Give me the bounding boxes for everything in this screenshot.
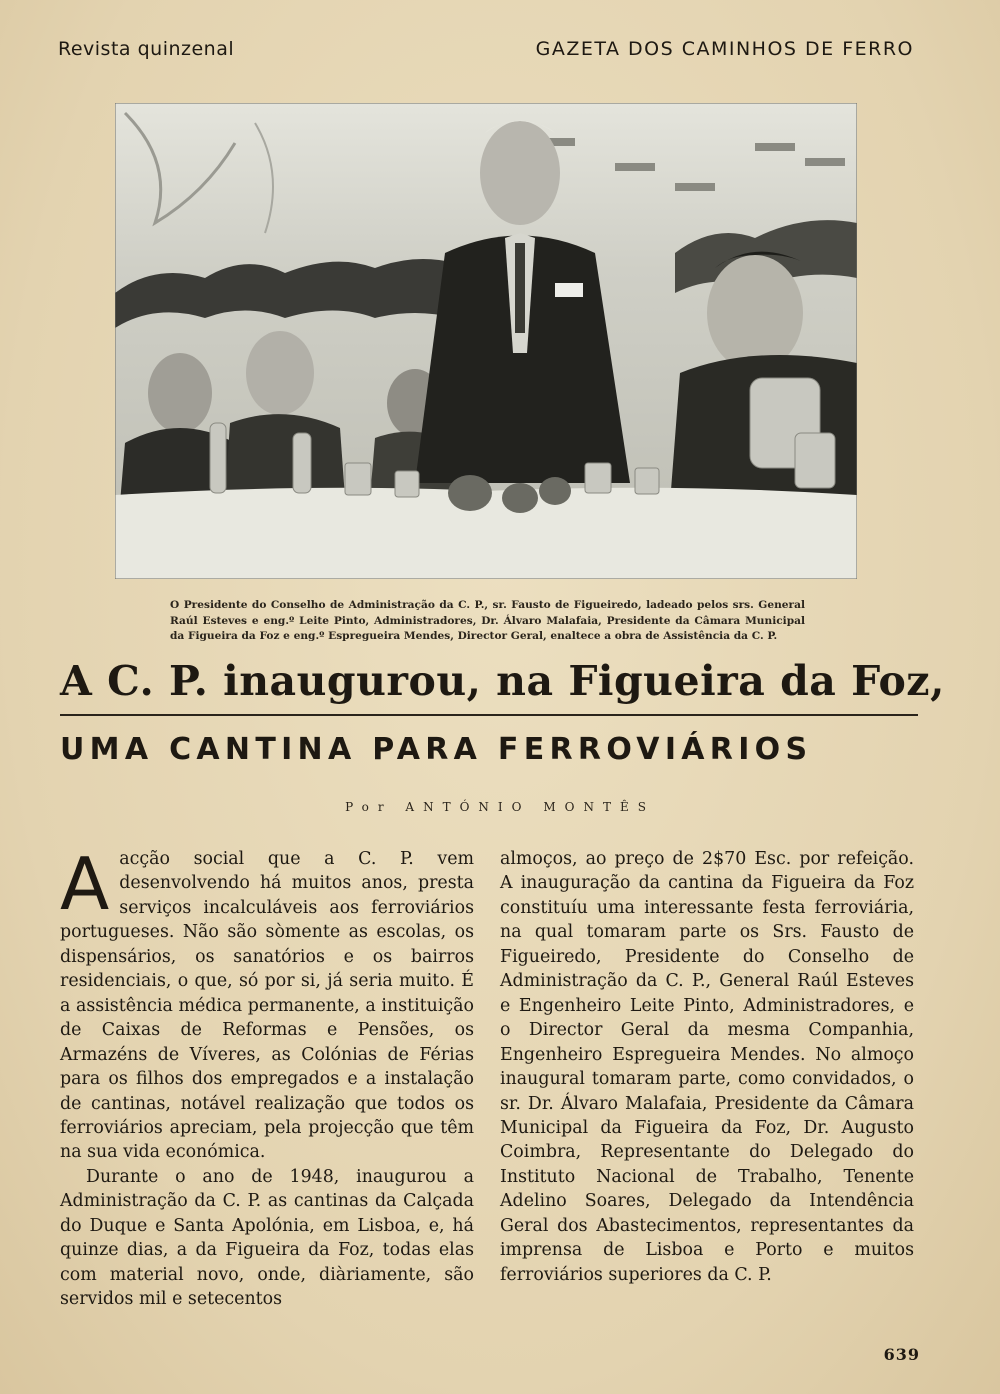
title-underline xyxy=(60,714,918,716)
article-column-left xyxy=(60,842,474,1312)
article-title: A C. P. inaugurou, na Figueira da Foz, xyxy=(60,657,945,705)
running-header-right: GAZETA DOS CAMINHOS DE FERRO xyxy=(535,38,914,60)
article-photograph xyxy=(115,103,857,579)
article-byline: Por ANTÓNIO MONTÊS xyxy=(345,800,655,814)
article-paragraph: almoços, ao preço de 2$70 Esc. por refeição. A inauguração da cantina da Figueira da Foz constituíu uma interessante festa ferroviária, na qual tomaram parte os Srs. Fausto de Figueiredo, Presidente do Conselho de Administração da C. P., General Raúl Esteves e Engenheiro Leite Pinto, Administradores, e o Director Geral da mesma Companhia, Engenheiro Espregueira Mendes. No almoço inaugural tomaram parte, como convidados, o sr. Dr. Álvaro Malafaia, Presidente da Câmara Municipal da Figueira da Foz, Dr. Augusto Coimbra, Representante do Delegado do Instituto Nacional de Trabalho, Tenente Adelino Soares, Delegado da Intendência Geral dos Abastecimentos, representantes da imprensa de Lisboa e Porto e muitos ferroviários superiores da C. P. xyxy=(500,849,914,1285)
running-header-left: Revista quinzenal xyxy=(58,38,235,60)
article-paragraph xyxy=(60,842,474,1165)
article-subtitle: UMA CANTINA PARA FERROVIÁRIOS xyxy=(60,732,813,767)
photo-caption: O Presidente do Conselho de Administração da C. P., sr. Fausto de Figueiredo, ladeado pelos srs. General Raúl Esteves e eng.º Leite Pinto, Administradores, Dr. Álvaro Malafaia, Presidente da Câmara Municipal da Figueira da Foz e eng.º Espregueira Mendes, Director Geral, enaltece a obra de Assistência da C. P. xyxy=(170,599,805,642)
drop-cap: A xyxy=(60,842,110,926)
article-paragraph: Durante o ano de 1948, inaugurou a Administração da C. P. as cantinas da Calçada do Duque e Santa Apolónia, em Lisboa, e, há quinze dias, a da Figueira da Foz, todas elas com material novo, onde, diàriamente, são servidos mil e setecentos xyxy=(60,1166,474,1310)
paragraph-text: acção social que a C. P. vem desenvolvendo há muitos anos, presta serviços incalculáveis aos ferroviários portugueses. Não são sòmente as escolas, os dispensários, os sanatórios e os bairros residenciais, o que, só por si, já seria muito. É a assistência médica permanente, a instituição de Caixas de Reformas e Pensões, os Armazéns de Víveres, as Colónias de Férias para os filhos dos empregados e a instalação de cantinas, notável realização que todos os ferroviários apreciam, pela projecção que têm na sua vida económica. xyxy=(60,849,474,1163)
page-number: 639 xyxy=(883,1345,920,1364)
article-column-right xyxy=(500,847,914,1287)
photograph-of-banquet-speech-icon xyxy=(115,103,857,579)
